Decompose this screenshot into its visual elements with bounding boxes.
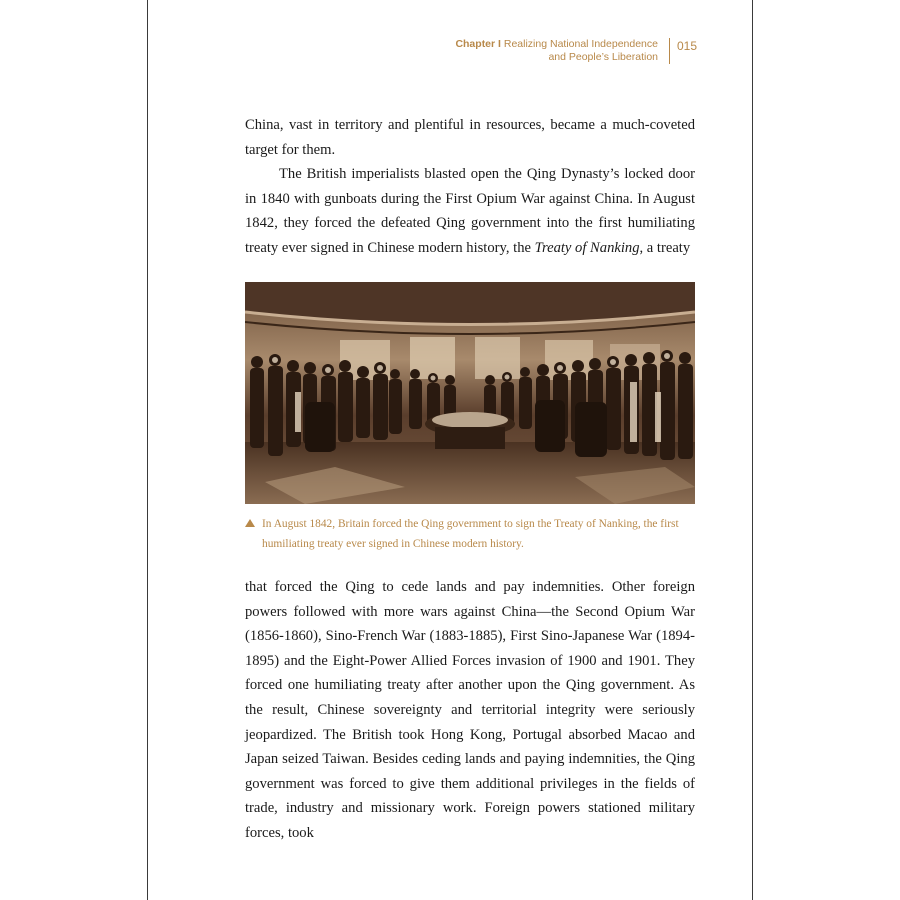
paragraph-3: that forced the Qing to cede lands and pay indemnities. Other foreign powers followed with more wars against China—the Second Opium War (1856-1860), Sino-French War (1883-1885), First Sino-Japanese War (1894-1895) and the Eight-Power Allied Forces invasion of 1900 and 1901. They forced one humiliating treaty after another upon the Qing government. As the result, Chinese sovereignty and territorial integrity were seriously jeopardized. The British took Hong Kong, Portugal absorbed Macao and Japan seized Taiwan. Besides ceding lands and paying indemnities, the Qing government was forced to give them additional privileges in the fields of trade, industry and missionary work. Foreign powers stationed military forces, took <box>245 579 695 841</box>
chapter-label: Chapter I <box>455 38 501 50</box>
treaty-signing-photo <box>245 282 695 504</box>
page-number: 015 <box>677 39 698 53</box>
body-text-bottom <box>245 575 695 846</box>
header-divider <box>669 38 670 64</box>
paragraph-2-text: The British imperialists blasted open the Qing Dynasty’s locked door in 1840 with gunboats during the First Opium War against China. In August 1842, they forced the defeated Qing government into the first humiliating treaty ever signed in Chinese modern history, the <box>245 166 695 256</box>
paragraph-1: China, vast in territory and plentiful in resources, became a much-coveted target for them. <box>245 117 695 158</box>
book-page <box>147 0 753 900</box>
chapter-title-line1: Realizing National Independence <box>503 38 658 50</box>
running-head <box>455 38 658 64</box>
sepia-engraving-image <box>245 282 695 504</box>
paragraph-2 <box>245 162 695 260</box>
paragraph-2-tail: , a treaty <box>639 239 691 256</box>
running-head-line1 <box>455 38 658 51</box>
triangle-icon <box>245 519 255 527</box>
chapter-title-line2: and People’s Liberation <box>548 51 658 63</box>
treaty-title: Treaty of Nanking <box>534 239 640 256</box>
figure-caption-text: In August 1842, Britain forced the Qing government to sign the Treaty of Nanking, the first humiliating treaty ever signed in Chinese modern history. <box>262 518 679 550</box>
body-text-top <box>245 113 695 261</box>
figure-caption <box>245 514 697 554</box>
